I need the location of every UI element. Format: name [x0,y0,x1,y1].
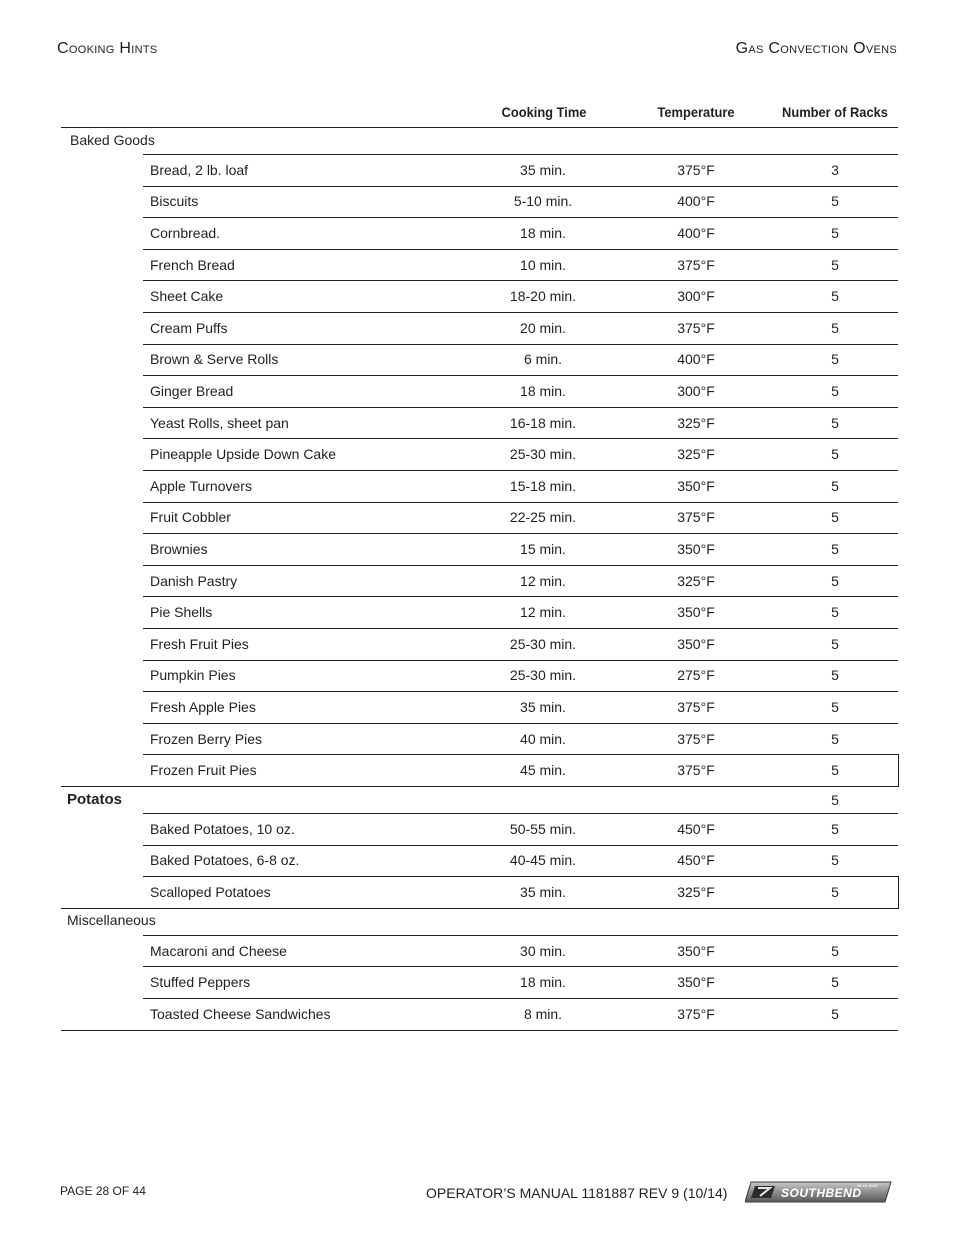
item-name: Frozen Berry Pies [150,731,263,747]
item-racks: 5 [831,974,839,990]
item-name: Yeast Rolls, sheet pan [150,415,289,431]
row-divider [143,344,898,345]
row-divider [143,438,898,439]
item-racks: 5 [831,415,839,431]
item-cooking-time: 20 min. [520,320,566,336]
item-name: Ginger Bread [150,383,234,399]
section-racks: 5 [831,792,839,808]
section-rule [143,154,898,155]
item-name: Macaroni and Cheese [150,943,287,959]
row-divider [143,280,898,281]
row-divider [143,754,898,755]
item-cooking-time: 35 min. [520,699,566,715]
item-racks: 5 [831,351,839,367]
item-cooking-time: 22-25 min. [509,509,577,525]
item-cooking-time: 35 min. [520,162,566,178]
item-racks: 5 [831,943,839,959]
item-name: Fresh Apple Pies [150,699,256,715]
section-end-rule [61,786,898,787]
page-indicator [60,1184,146,1198]
row-divider [143,375,898,376]
row-divider [143,998,898,999]
item-racks: 5 [831,541,839,557]
page-total: OF 44 [112,1184,146,1198]
item-temperature: 325°F [677,884,715,900]
item-cooking-time: 40 min. [520,731,566,747]
item-cooking-time: 45 min. [520,762,566,778]
item-name: Baked Potatoes, 6-8 oz. [150,852,300,868]
document-title: Gas Convection Ovens [735,40,897,57]
row-divider [143,845,898,846]
item-racks: 5 [831,699,839,715]
item-name: Brownies [150,541,208,557]
item-temperature: 375°F [677,509,715,525]
item-temperature: 275°F [677,667,715,683]
item-name: Baked Potatoes, 10 oz. [150,821,295,837]
item-name: Fresh Fruit Pies [150,636,249,652]
section-label: Potatos [67,791,123,808]
item-temperature: 400°F [677,193,715,209]
item-name: Pie Shells [150,604,213,620]
item-racks: 5 [831,383,839,399]
item-racks: 5 [831,257,839,273]
item-racks: 5 [831,225,839,241]
item-cooking-time: 30 min. [520,943,566,959]
item-cooking-time: 18 min. [520,974,566,990]
item-cooking-time: 25-30 min. [509,636,577,652]
item-cooking-time: 35 min. [520,884,566,900]
item-racks: 5 [831,762,839,778]
item-cooking-time: 18-20 min. [509,288,577,304]
item-racks: 5 [831,821,839,837]
item-name: Biscuits [150,193,199,209]
item-name: Pumpkin Pies [150,667,236,683]
item-racks: 5 [831,731,839,747]
item-racks: 3 [831,162,839,178]
item-racks: 5 [831,193,839,209]
item-temperature: 350°F [677,636,715,652]
item-cooking-time: 8 min. [523,1006,563,1022]
item-racks: 5 [831,1006,839,1022]
row-right-border [898,754,899,787]
item-temperature: 350°F [677,974,715,990]
row-divider [143,966,898,967]
item-name: Pineapple Upside Down Cake [150,446,336,462]
item-name: Cream Puffs [150,320,228,336]
section-title: Cooking Hints [57,40,158,57]
item-name: Fruit Cobbler [150,509,231,525]
item-temperature: 325°F [677,415,715,431]
item-temperature: 350°F [677,478,715,494]
row-divider [143,470,898,471]
manual-reference: OPERATOR’S MANUAL 1181887 REV 9 (10/14) [426,1185,728,1201]
row-divider [143,723,898,724]
section-rule [143,935,898,936]
item-temperature: 400°F [677,351,715,367]
item-racks: 5 [831,320,839,336]
item-racks: 5 [831,884,839,900]
item-temperature: 400°F [677,225,715,241]
item-cooking-time: 15-18 min. [509,478,577,494]
row-right-border [898,876,899,909]
row-divider [143,407,898,408]
item-racks: 5 [831,478,839,494]
item-temperature: 325°F [677,573,715,589]
item-temperature: 375°F [677,257,715,273]
item-temperature: 375°F [677,320,715,336]
section-label: Baked Goods [70,132,155,148]
row-divider [143,876,898,877]
item-cooking-time: 18 min. [520,225,566,241]
header-rule [61,127,898,128]
item-temperature: 375°F [677,162,715,178]
item-racks: 5 [831,573,839,589]
row-divider [143,249,898,250]
item-name: Brown & Serve Rolls [150,351,279,367]
item-racks: 5 [831,288,839,304]
row-divider [143,533,898,534]
item-cooking-time: 25-30 min. [509,667,577,683]
item-temperature: 350°F [677,943,715,959]
section-end-rule [61,908,898,909]
row-divider [143,186,898,187]
item-name: Frozen Fruit Pies [150,762,257,778]
section-rule [143,813,898,814]
item-name: Bread, 2 lb. loaf [150,162,249,178]
item-cooking-time: 50-55 min. [509,821,577,837]
row-divider [143,502,898,503]
item-cooking-time: 12 min. [520,573,566,589]
item-temperature: 300°F [677,383,715,399]
svg-text:SOUTHBEND: SOUTHBEND [781,1186,862,1200]
item-racks: 5 [831,636,839,652]
item-name: Apple Turnovers [150,478,252,494]
row-divider [143,691,898,692]
item-racks: 5 [831,446,839,462]
item-temperature: 375°F [677,1006,715,1022]
item-name: Cornbread. [150,225,221,241]
item-cooking-time: 15 min. [520,541,566,557]
row-divider [143,660,898,661]
item-temperature: 350°F [677,541,715,557]
item-cooking-time: 18 min. [520,383,566,399]
row-divider [143,565,898,566]
item-temperature: 450°F [677,821,715,837]
row-divider [143,217,898,218]
row-divider [143,312,898,313]
item-cooking-time: 40-45 min. [509,852,577,868]
southbend-logo [745,1180,893,1204]
item-temperature: 300°F [677,288,715,304]
item-cooking-time: 16-18 min. [509,415,577,431]
item-temperature: 350°F [677,604,715,620]
item-racks: 5 [831,604,839,620]
item-cooking-time: 12 min. [520,604,566,620]
item-temperature: 375°F [677,731,715,747]
item-racks: 5 [831,852,839,868]
item-name: French Bread [150,257,235,273]
item-cooking-time: 10 min. [520,257,566,273]
page-prefix: PAGE [60,1184,93,1198]
item-temperature: 375°F [677,699,715,715]
item-name: Sheet Cake [150,288,224,304]
svg-text:Since 1898: Since 1898 [857,1183,878,1188]
item-racks: 5 [831,667,839,683]
section-label: Miscellaneous [67,912,156,928]
item-temperature: 325°F [677,446,715,462]
row-divider [143,596,898,597]
column-header-temperature: Temperature [657,104,735,120]
item-cooking-time: 5-10 min. [513,193,573,209]
item-temperature: 375°F [677,762,715,778]
item-racks: 5 [831,509,839,525]
item-name: Toasted Cheese Sandwiches [150,1006,331,1022]
item-cooking-time: 6 min. [523,351,563,367]
column-header-racks: Number of Racks [782,104,888,120]
row-divider [143,628,898,629]
item-temperature: 450°F [677,852,715,868]
column-header-cooking-time: Cooking Time [501,104,587,120]
item-cooking-time: 25-30 min. [509,446,577,462]
item-name: Danish Pastry [150,573,238,589]
page-number: 28 [95,1184,110,1198]
item-name: Scalloped Potatoes [150,884,271,900]
item-name: Stuffed Peppers [150,974,251,990]
table-end-rule [61,1030,898,1031]
